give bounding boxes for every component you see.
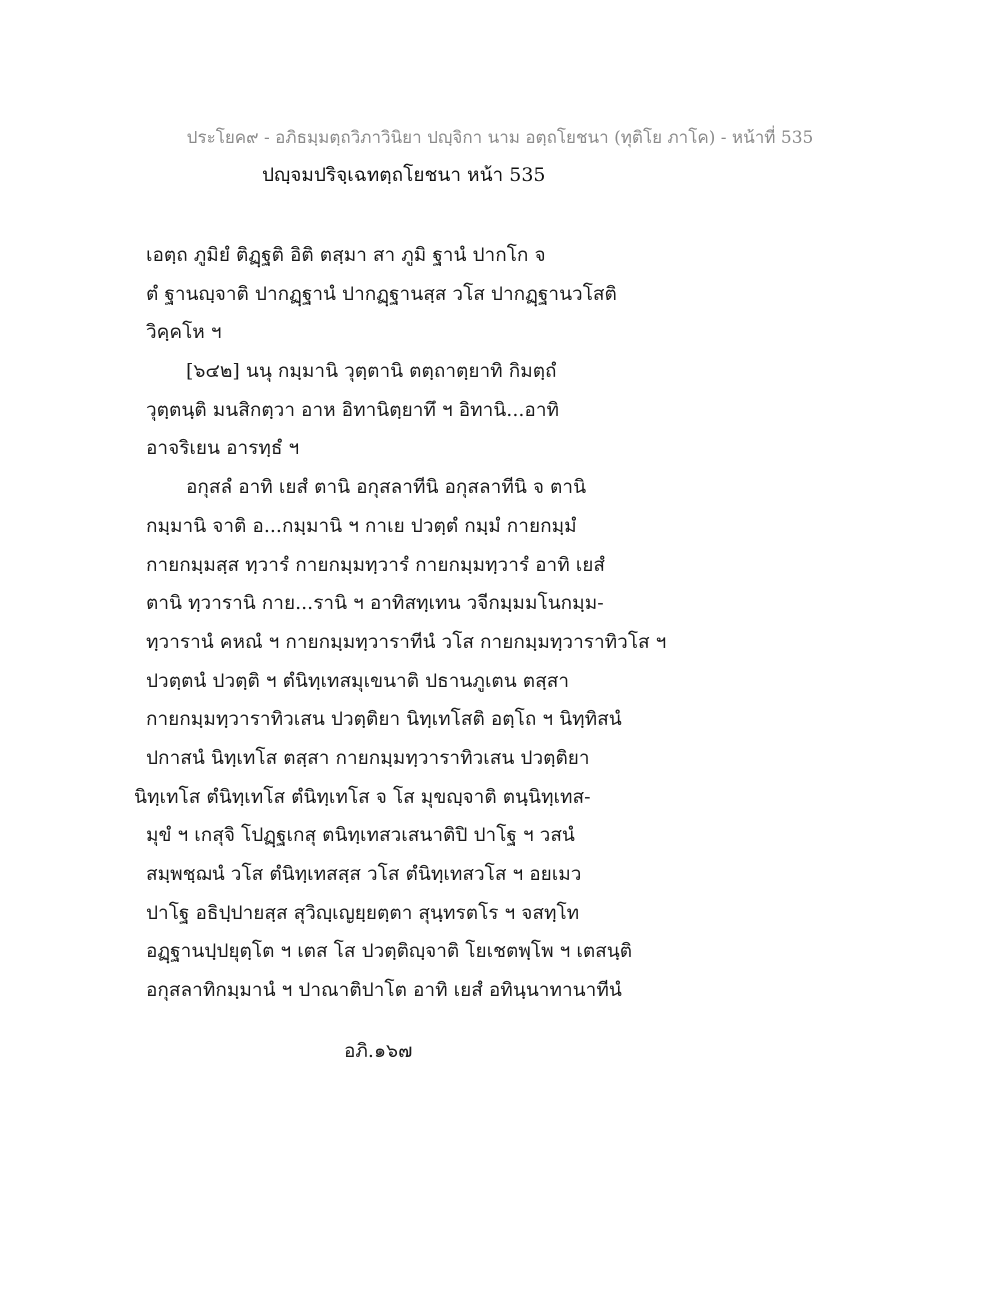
text-line: ตานิ ทฺวารานิ กาย...รานิ ฯ อาทิสทฺเทน วจีกมฺมมโนกมฺม- [146, 592, 604, 615]
text-line: ทฺวารานํ คหณํ ฯ กายกมฺมทฺวาราทีนํ วโส กายกมฺมทฺวาราทิวโส ฯ [146, 630, 667, 653]
text-line: ปาโฐ อธิปฺปายสฺส สุวิญฺเญยฺยตฺตา สุนฺทรตโร ฯ จสทฺโท [146, 901, 580, 924]
page-title: ปญฺจมปริจฺเฉทตฺถโยชนา หน้า 535 [262, 164, 546, 186]
text-line: วุตฺตนฺติ มนสิกตฺวา อาห อิทานิตฺยาทึ ฯ อิทานิ...อาทิ [146, 398, 560, 421]
running-header [0, 124, 1000, 151]
text-line: อกุสลาทิกมฺมานํ ฯ ปาณาติปาโต อาทิ เยสํ อทินฺนาทานาทีนํ [146, 979, 622, 1002]
text-line: กายกมฺมทฺวาราทิวเสน ปวตฺติยา นิทฺเทโสติ อตฺโถ ฯ นิทฺทิสนํ [146, 708, 622, 731]
text-line: อาจริเยน อารทฺธํ ฯ [146, 437, 300, 460]
text-line: ปวตฺตนํ ปวตฺติ ฯ ตํนิทฺเทสมุเขนาติ ปธานภูเตน ตสฺสา [146, 669, 570, 692]
text-line: อฏฺฐานปฺปยุตฺโต ฯ เตส โส ปวตฺติญฺจาติ โยเชตพฺโพ ฯ เตสนฺติ [146, 940, 633, 963]
text-line: กายกมฺมสฺส ทฺวารํ กายกมฺมทฺวารํ กายกมฺมทฺวารํ อาทิ เยสํ [146, 553, 605, 576]
text-line: เอตฺถ ภูมิยํ ติฏฺฐติ อิติ ตสฺมา สา ภูมิ ฐานํ ปากโก จ [146, 244, 546, 266]
text-line: ตํ ฐานญฺจาติ ปากฏฺฐานํ ปากฏฺฐานสฺส วโส ปากฏฺฐานวโสติ [146, 282, 617, 305]
text-line: มุขํ ฯ เกสุจิ โปฏฺฐเกสุ ตนิทฺเทสวเสนาติปิ ปาโฐ ฯ วสนํ [146, 824, 575, 847]
text-line: กมฺมานิ จาติ อ...กมฺมานิ ฯ กาเย ปวตฺตํ กมฺมํ กายกมฺมํ [146, 514, 577, 537]
running-title: ประโยค๙ - อภิธมฺมตฺถวิภาวินิยา ปญฺจิกา นาม อตฺถโยชนา (ทุติโย ภาโค) - หน้าที่ 535 [186, 128, 814, 148]
text-line: ปกาสนํ นิทฺเทโส ตสฺสา กายกมฺมทฺวาราทิวเสน ปวตฺติยา [146, 746, 590, 769]
text-line: วิคฺคโห ฯ [146, 321, 222, 344]
paragraph-start-line: [๖๔๒] นนุ กมฺมานิ วุตฺตานิ ตตฺถาตฺยาทิ กิมตฺถํ [186, 360, 557, 383]
paragraph-start-line: อกุสลํ อาทิ เยสํ ตานิ อกุสลาทีนิ อกุสลาทีนิ จ ตานิ [186, 476, 587, 499]
body-text [134, 236, 706, 1010]
footnote-reference: อภิ.๑๖๗ [344, 1040, 413, 1062]
text-line: สมฺพชฺฌนํ วโส ตํนิทฺเทสสฺส วโส ตํนิทฺเทสวโส ฯ อยเมว [146, 863, 582, 885]
text-line: นิทฺเทโส ตํนิทฺเทโส ตํนิทฺเทโส จ โส มุขญฺจาติ ตนฺนิทฺเทส- [134, 785, 591, 808]
